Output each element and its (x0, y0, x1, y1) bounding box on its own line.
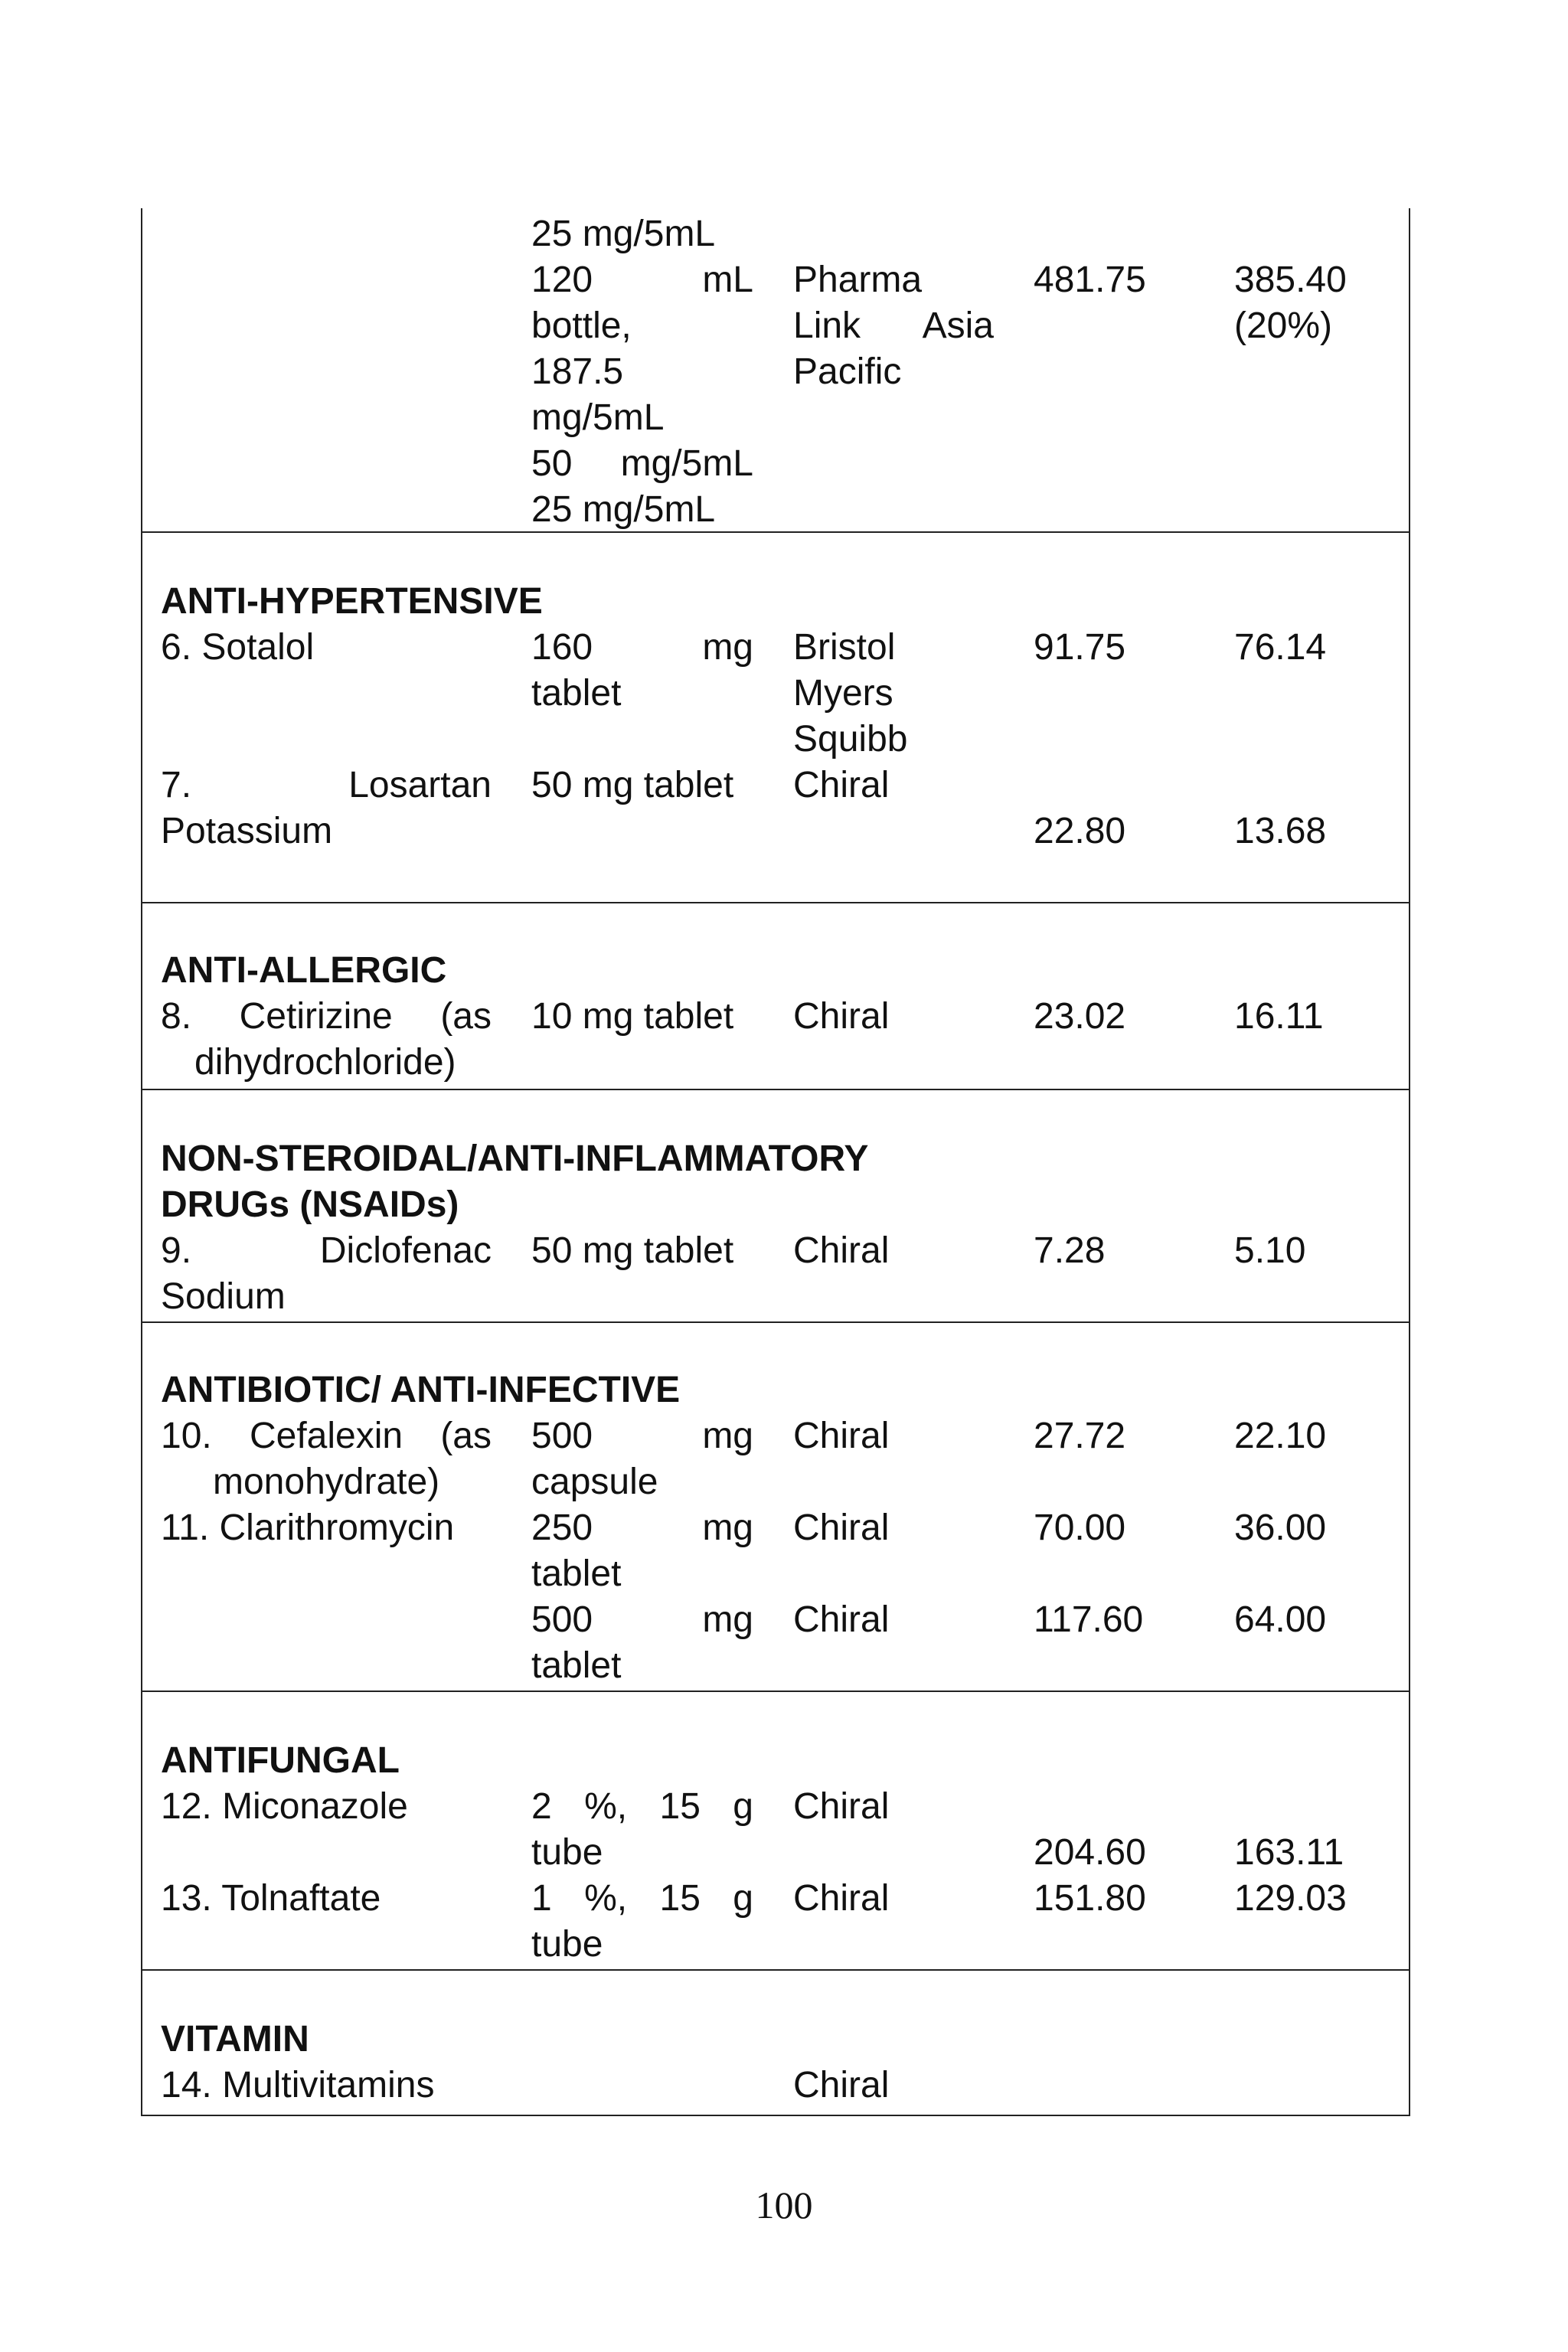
row-divider (141, 1089, 1410, 1090)
drug-name-cont: Sodium (161, 1276, 286, 1317)
manufacturer-line: Squibb (793, 719, 908, 760)
drug-name: 13. Tolnaftate (161, 1878, 381, 1919)
strength-line (531, 257, 753, 303)
manufacturer: Chiral (793, 2065, 890, 2105)
manufacturer-line: Pharma (793, 260, 923, 300)
manufacturer: Chiral (793, 1878, 890, 1919)
drug-strength (531, 1413, 753, 1459)
drug-strength: 50 mg tablet (531, 765, 734, 805)
price-after: 5.10 (1234, 1230, 1306, 1271)
section-heading: NON-STEROIDAL/ANTI-INFLAMMATORY (161, 1138, 869, 1179)
manufacturer: Chiral (793, 1416, 890, 1456)
drug-name (161, 763, 492, 808)
strength-line: 187.5 (531, 351, 624, 392)
word: mg (702, 1599, 753, 1640)
word: mL (702, 260, 753, 300)
word: mg (702, 1416, 753, 1456)
manufacturer: Chiral (793, 1508, 890, 1548)
drug-strength-cont: tablet (531, 1645, 622, 1686)
price-after: 36.00 (1234, 1508, 1327, 1548)
manufacturer: Chiral (793, 1786, 890, 1827)
price-after: 76.14 (1234, 627, 1327, 668)
drug-name-cont: monohydrate) (213, 1462, 440, 1502)
drug-strength: 50 mg tablet (531, 1230, 734, 1271)
price-before: 70.00 (1034, 1508, 1126, 1548)
manufacturer: Chiral (793, 765, 890, 805)
price-before: 481.75 (1034, 260, 1146, 300)
drug-strength (531, 625, 753, 671)
drug-strength-cont: capsule (531, 1462, 658, 1502)
word: (as (440, 996, 492, 1037)
word: 9. (161, 1230, 192, 1271)
manufacturer-line (793, 303, 994, 349)
drug-name: 12. Miconazole (161, 1786, 408, 1827)
word: 7. (161, 765, 192, 805)
drug-name: 6. Sotalol (161, 627, 315, 668)
price-before: 91.75 (1034, 627, 1126, 668)
word: 15 (659, 1878, 701, 1919)
word: 2 (531, 1786, 552, 1827)
price-before: 204.60 (1034, 1832, 1146, 1873)
price-after: 22.10 (1234, 1416, 1327, 1456)
price-after: 13.68 (1234, 811, 1327, 851)
page-number: 100 (755, 2184, 813, 2226)
manufacturer-line: Bristol (793, 627, 896, 668)
price-after: 64.00 (1234, 1599, 1327, 1640)
drug-strength: 10 mg tablet (531, 996, 734, 1037)
word: 160 (531, 627, 593, 668)
word: 500 (531, 1416, 593, 1456)
word: 500 (531, 1599, 593, 1640)
section-heading: ANTI-HYPERTENSIVE (161, 581, 543, 622)
word: g (733, 1878, 753, 1919)
word: Cefalexin (249, 1416, 403, 1456)
drug-name (161, 1413, 492, 1459)
word: 10. (161, 1416, 212, 1456)
strength-line (531, 441, 753, 487)
strength-line: 25 mg/5mL (531, 214, 716, 254)
row-divider (141, 1321, 1410, 1323)
drug-name: 11. Clarithromycin (161, 1508, 455, 1548)
row-divider (141, 1690, 1410, 1692)
word: Link (793, 305, 861, 346)
drug-strength (531, 1597, 753, 1643)
word: Asia (922, 305, 994, 346)
word: 50 (531, 443, 573, 484)
manufacturer: Chiral (793, 1230, 890, 1271)
drug-strength-cont: tube (531, 1924, 603, 1965)
price-before: 151.80 (1034, 1878, 1146, 1919)
word: mg/5mL (620, 443, 753, 484)
drug-strength-cont: tablet (531, 1553, 622, 1594)
price-before: 7.28 (1034, 1230, 1106, 1271)
row-divider (141, 531, 1410, 533)
drug-name-cont: dihydrochloride) (194, 1042, 456, 1083)
word: Losartan (348, 765, 492, 805)
word: 1 (531, 1878, 552, 1919)
price-after: 16.11 (1234, 996, 1324, 1037)
price-after: 385.40 (1234, 260, 1347, 300)
word: mg (702, 627, 753, 668)
section-heading: VITAMIN (161, 2019, 309, 2060)
strength-line: 25 mg/5mL (531, 489, 716, 530)
word: g (733, 1786, 753, 1827)
price-before: 27.72 (1034, 1416, 1126, 1456)
drug-name (161, 994, 492, 1040)
price-after: 129.03 (1234, 1878, 1347, 1919)
manufacturer-line: Pacific (793, 351, 902, 392)
price-before: 117.60 (1034, 1599, 1144, 1640)
section-heading: ANTIFUNGAL (161, 1740, 400, 1781)
word: 250 (531, 1508, 593, 1548)
word: (as (440, 1416, 492, 1456)
drug-strength (531, 1505, 753, 1551)
drug-strength (531, 1876, 753, 1922)
word: 120 (531, 260, 593, 300)
section-heading: ANTI-ALLERGIC (161, 950, 447, 991)
drug-strength-cont: tube (531, 1832, 603, 1873)
price-after: 163.11 (1234, 1832, 1344, 1873)
manufacturer: Chiral (793, 1599, 890, 1640)
drug-strength-cont: tablet (531, 673, 622, 714)
word: mg (702, 1508, 753, 1548)
word: 15 (659, 1786, 701, 1827)
manufacturer: Chiral (793, 996, 890, 1037)
section-heading: ANTIBIOTIC/ ANTI-INFECTIVE (161, 1370, 681, 1410)
drug-name: 14. Multivitamins (161, 2065, 435, 2105)
word: 8. (161, 996, 192, 1037)
price-before: 22.80 (1034, 811, 1126, 851)
strength-line: bottle, (531, 305, 632, 346)
price-before: 23.02 (1034, 996, 1126, 1037)
price-after-note: (20%) (1234, 305, 1333, 346)
word: %, (584, 1878, 628, 1919)
row-divider (141, 902, 1410, 903)
strength-line: mg/5mL (531, 397, 665, 438)
drug-name-cont: Potassium (161, 811, 333, 851)
word: Cetirizine (239, 996, 393, 1037)
row-divider (141, 1969, 1410, 1971)
drug-strength (531, 1784, 753, 1830)
section-heading-cont: DRUGs (NSAIDs) (161, 1184, 459, 1225)
word: %, (584, 1786, 628, 1827)
manufacturer-line: Myers (793, 673, 893, 714)
drug-name (161, 1228, 492, 1274)
word: Diclofenac (319, 1230, 492, 1271)
